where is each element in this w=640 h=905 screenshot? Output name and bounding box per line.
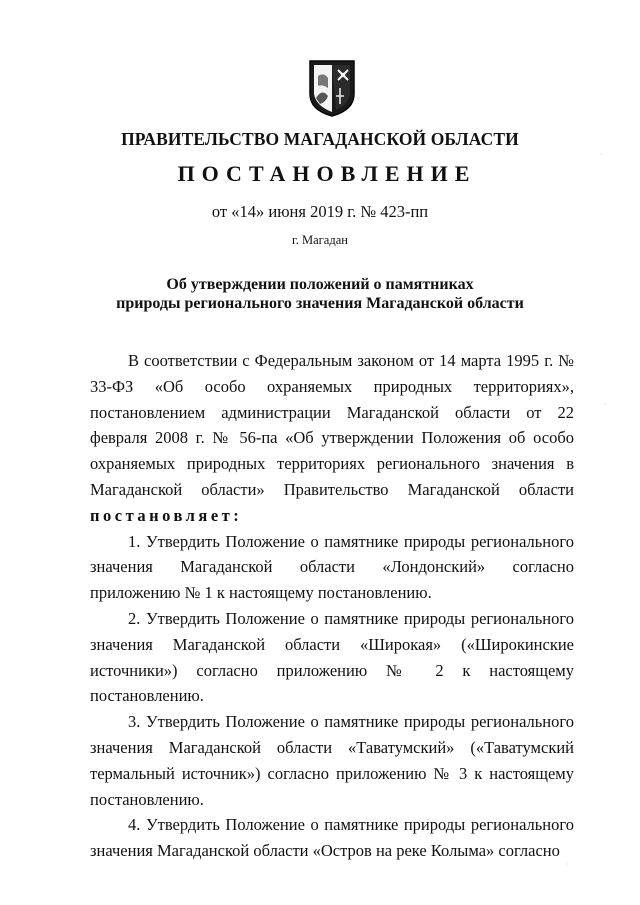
item-paragraph-3: 3. Утвердить Положение о памятнике природы регионального значения Магаданской области «Таватумский» («Таватумский термальный источник») согласно приложению № 3 к настоящему постановлению. xyxy=(90,712,574,809)
title-line-1: Об утверждении положений о памятниках xyxy=(166,276,474,293)
title-line-2: природы регионального значения Магаданской области xyxy=(116,295,524,312)
item-paragraph-1: 1. Утвердить Положение о памятнике природы регионального значения Магаданской области «Лондонский» согласно приложению № 1 к настоящему постановлению. xyxy=(90,531,574,603)
organization-name: ПРАВИТЕЛЬСТВО МАГАДАНСКОЙ ОБЛАСТИ xyxy=(121,129,519,149)
document-type: ПОСТАНОВЛЕНИЕ xyxy=(177,161,477,186)
item-paragraph-2: 2. Утвердить Положение о памятнике природы регионального значения Магаданской области «Широкая» («Широкинские источники») согласно приложению № 2 к настоящему постановлению. xyxy=(90,608,574,706)
document-date-number: от «14» июня 2019 г. № 423-пп xyxy=(211,202,429,221)
scan-mark: · xyxy=(600,150,603,159)
preamble-paragraph xyxy=(90,348,574,529)
document-title xyxy=(0,275,640,313)
document-place: г. Магадан xyxy=(292,233,348,247)
scan-mark: · xyxy=(604,400,607,409)
coat-of-arms-icon xyxy=(306,58,358,118)
item-paragraph-4: 4. Утвердить Положение о памятнике природы регионального значения Магаданской области «Остров на реке Колыма» согласно xyxy=(90,815,574,861)
scan-mark: · xyxy=(566,860,569,869)
decree-word: постановляет: xyxy=(90,505,243,525)
document-body xyxy=(90,348,574,864)
preamble-text: В соответствии с Федеральным законом от 14 марта 1995 г. № 33-ФЗ «Об особо охраняемых природных территориях», постановлением администрации Магаданской области от 22 февраля 2008 г. № 56-па «Об утверждении Положения об особо охраняемых природных территориях регионального значения в Магаданской области» Правительство Магаданской области xyxy=(90,351,574,499)
